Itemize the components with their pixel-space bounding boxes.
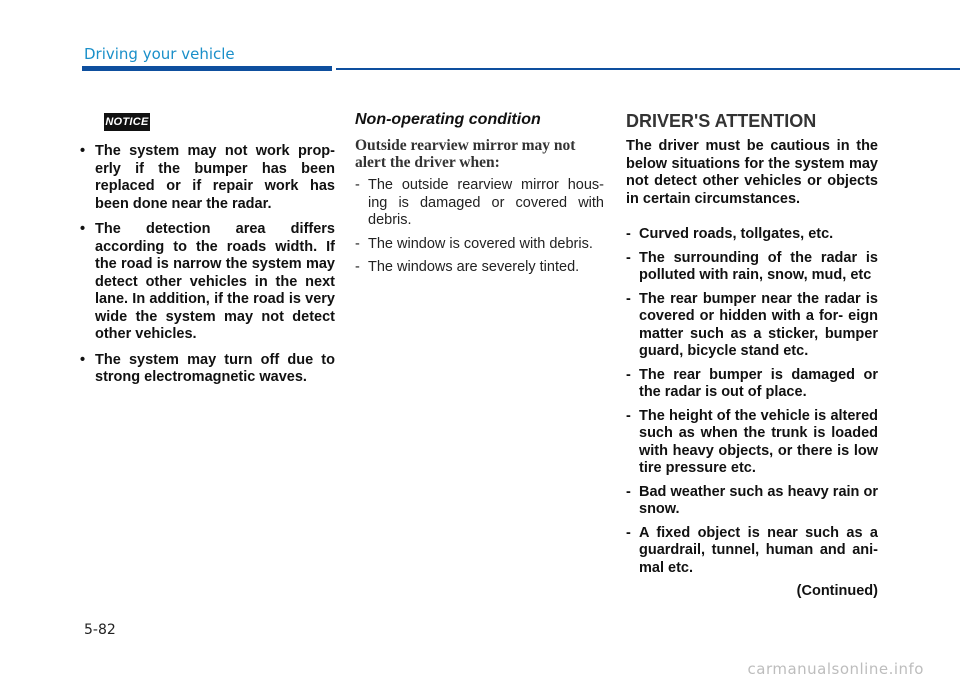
- drivers-attention-item: - The surrounding of the radar is polluted with rain, snow, mud, etc: [626, 250, 878, 285]
- notice-badge: NOTICE: [104, 113, 150, 131]
- drivers-attention-intro: The driver must be cautious in the below situations for the system may not detect other vehicles or objects in certain circumstances.: [626, 138, 878, 207]
- non-operating-item: - The window is covered with debris.: [355, 236, 604, 254]
- drivers-attention-list: [626, 226, 878, 577]
- non-operating-title: Non-operating condition: [355, 111, 541, 128]
- non-operating-subtitle: Outside rearview mirror may not alert the driver when:: [355, 137, 576, 171]
- drivers-attention-item: - The rear bumper near the radar is covered or hidden with a for- eign matter such as a sticker, bumper guard, bicycle stand etc.: [626, 291, 878, 361]
- watermark: carmanualsonline.info: [747, 660, 924, 678]
- notice-bullet: • The system may turn off due to strong electromagnetic waves.: [78, 352, 335, 387]
- non-operating-column: [355, 110, 604, 283]
- notice-column: [78, 143, 335, 395]
- notice-bullet: • The system may not work prop- erly if the bumper has been replaced or if repair work has been done near the radar.: [78, 143, 335, 213]
- non-operating-item: - The outside rearview mirror hous- ing is damaged or covered with debris.: [355, 177, 604, 230]
- continued-label: (Continued): [796, 583, 878, 599]
- drivers-attention-title: DRIVER'S ATTENTION: [626, 111, 817, 131]
- drivers-attention-item: - The rear bumper is damaged or the radar is out of place.: [626, 367, 878, 402]
- drivers-attention-item: - A fixed object is near such as a guardrail, tunnel, human and ani- mal etc.: [626, 525, 878, 578]
- non-operating-list: [355, 177, 604, 277]
- non-operating-item: - The windows are severely tinted.: [355, 259, 604, 277]
- section-header-title: Driving your vehicle: [84, 45, 235, 63]
- notice-bullet-list: [78, 143, 335, 387]
- drivers-attention-item: - Bad weather such as heavy rain or snow.: [626, 484, 878, 519]
- header-rule-thin: [336, 68, 960, 70]
- notice-bullet: • The detection area differs according to the roads width. If the road is narrow the system may detect other vehicles in the next lane. In addition, if the road is very wide the system may not detect other vehicles.: [78, 221, 335, 344]
- page-number: 5-82: [84, 622, 116, 638]
- header-rule-thick: [82, 66, 332, 71]
- drivers-attention-column: [626, 110, 878, 601]
- drivers-attention-item: - Curved roads, tollgates, etc.: [626, 226, 878, 244]
- drivers-attention-item: - The height of the vehicle is altered such as when the trunk is loaded with heavy objects, or there is low tire pressure etc.: [626, 408, 878, 478]
